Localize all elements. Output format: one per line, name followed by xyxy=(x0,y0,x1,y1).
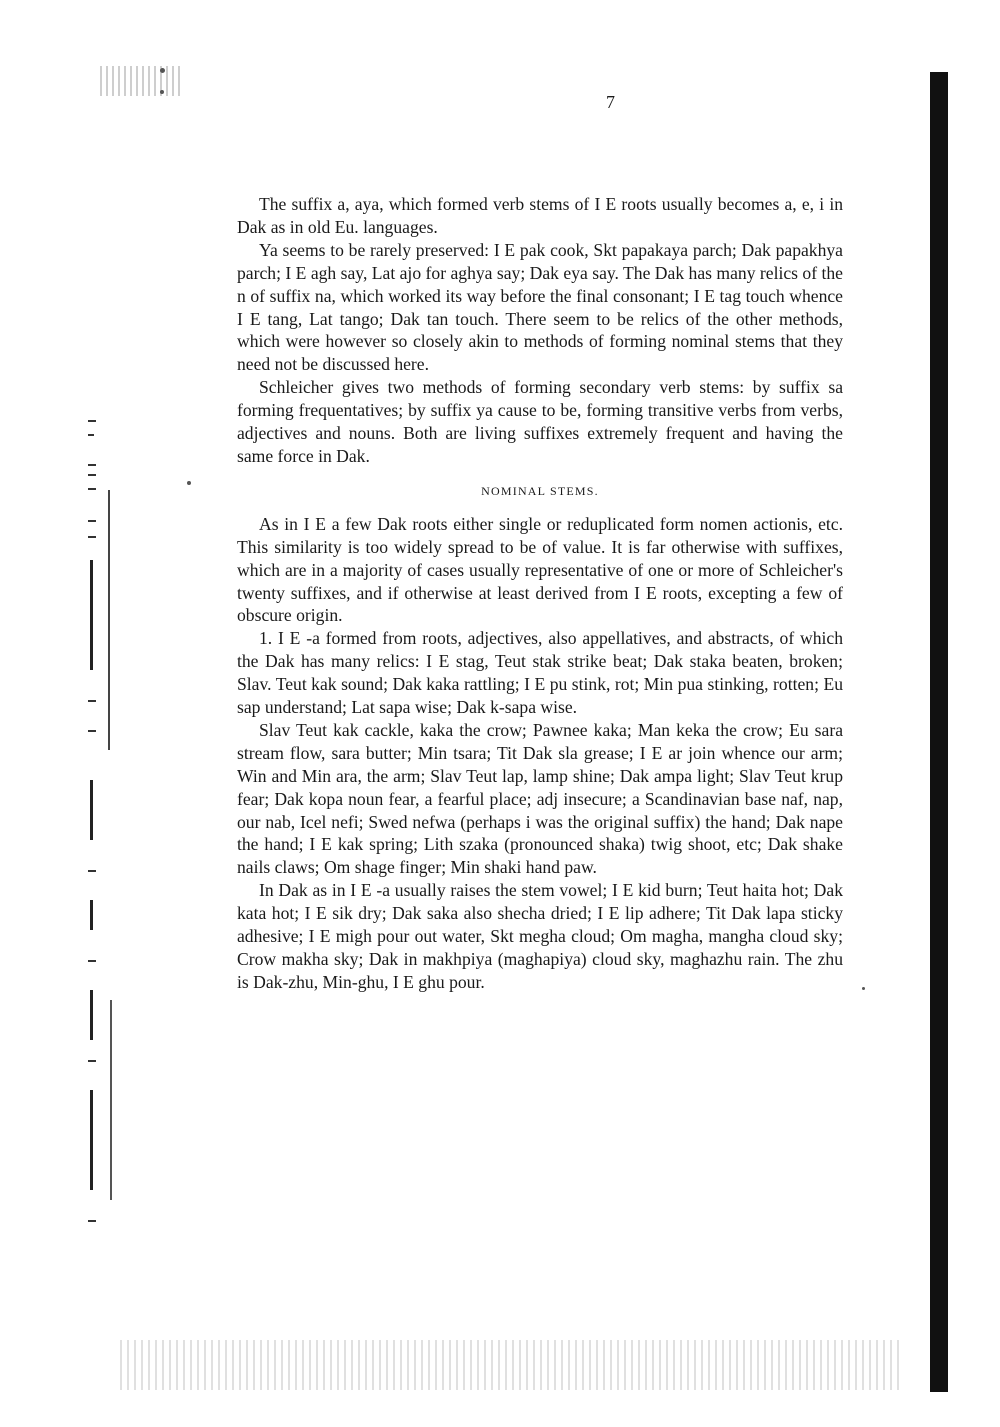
scan-speck xyxy=(160,90,164,94)
scan-speck xyxy=(862,987,865,990)
body-text xyxy=(237,193,843,994)
scan-speck xyxy=(160,68,165,73)
scan-edge-bar xyxy=(930,72,948,1392)
scan-noise-top xyxy=(100,66,180,96)
scan-margin-marks xyxy=(86,400,120,1300)
scan-speck xyxy=(187,481,191,485)
page-number: 7 xyxy=(606,92,616,112)
paragraph: Schleicher gives two methods of forming secondary verb stems: by suffix sa forming frequentatives; by suffix ya cause to be, forming transitive verbs from verbs, adjectives and nouns. Both are living suffixes extremely frequent and having the same force in Dak. xyxy=(237,377,843,466)
section-heading: NOMINAL STEMS. xyxy=(481,483,599,498)
paragraph: The suffix a, aya, which formed verb stems of I E roots usually becomes a, e, i in Dak as in old Eu. languages. xyxy=(237,194,843,237)
paragraph: As in I E a few Dak roots either single or reduplicated form nomen actionis, etc. This similarity is too widely spread to be of value. It is far otherwise with suffixes, which are in a majority of cases usually representative of one or more of Schleicher's twenty suffixes, and if otherwise at least derived from I E roots, excepting a few of obscure origin. xyxy=(237,513,843,626)
paragraph: In Dak as in I E -a usually raises the stem vowel; I E kid burn; Teut haita hot; Dak kata hot; I E sik dry; Dak saka also shecha dried; I E lip adhere; Tit Dak lapa sticky adhesive; I E migh pour out water, Skt megha cloud; Om magha, mangha cloud sky; Crow makha sky; Dak in makhpiya (maghapiya) cloud sky, maghazhu rain. The zhu is Dak-zhu, Min-ghu, I E ghu pour. xyxy=(237,880,843,992)
paragraph: Slav Teut kak cackle, kaka the crow; Pawnee kaka; Man keka the crow; Eu sara stream flow, sara butter; Min tsara; Tit Dak sla grease; I E ar join whence our arm; Win and Min ara, the arm; Slav Teut lap, lamp shine; Dak ampa light; Slav Teut krup fear; Dak kopa noun fear, a fearful place; adj insecure; a Scandinavian base naf, nap, our nab, Icel nefi; Swed nefwa (perhaps i was the original suffix) the hand; Dak nape the hand; I E kak spring; Lith szaka (pronounced shaka) twig shoot, etc; Dak shake nails claws; Om shage finger; Min shaki hand paw. xyxy=(237,719,843,878)
scan-noise-bottom xyxy=(120,1340,900,1390)
paragraph: 1. I E -a formed from roots, adjectives, also appellatives, and abstracts, of which the Dak has many relics: I E stag, Teut stak strike beat; Dak staka beaten, broken; Slav. Teut kak sound; Dak kaka rattling; I E pu stink, rot; Min pua stinking, rotten; Eu sap understand; Lat sapa wise; Dak k-sapa wise. xyxy=(237,628,843,718)
paragraph: Ya seems to be rarely preserved: I E pak cook, Skt papakaya parch; Dak papakhya parch; I E agh say, Lat ajo for aghya say; Dak eya say. The Dak has many relics of the n of suffix na, which worked its way before the final consonant; I E tag touch whence I E tang, Lat tango; Dak tan touch. There seem to be relics of the other methods, which were however so closely akin to methods of forming nominal stems that they need not be discussed here. xyxy=(237,239,843,375)
